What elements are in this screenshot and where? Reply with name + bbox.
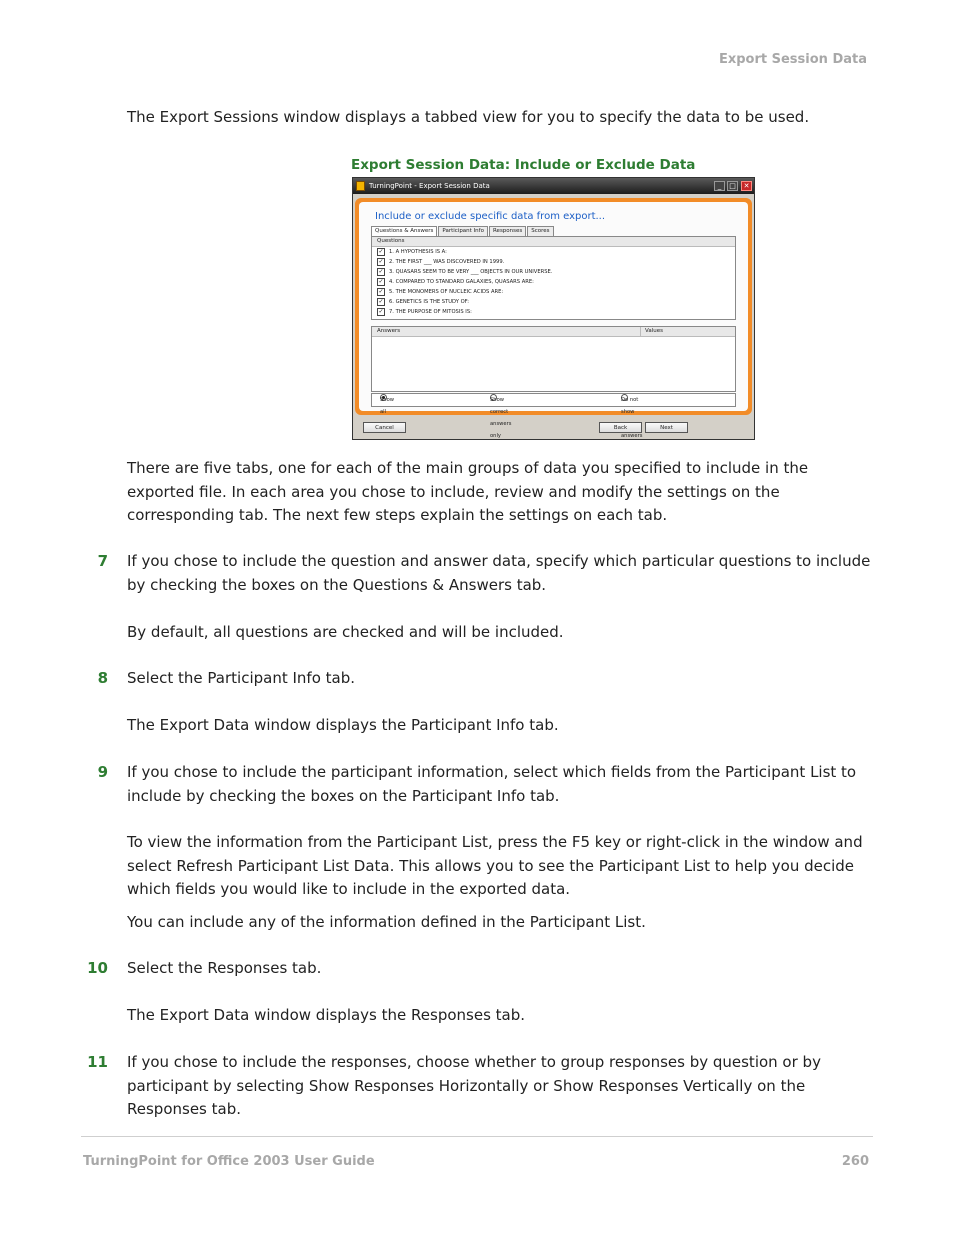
step-text: If you chose to include the question and answer data, specify which particular questions to include by checking the boxes on the Questions & Answers tab. — [127, 552, 871, 594]
tab-participant-info[interactable]: Participant Info — [438, 226, 488, 236]
next-button[interactable]: Next — [645, 422, 688, 433]
question-row[interactable]: ✓ 3. QUASARS SEEM TO BE VERY ___ OBJECTS IN OUR UNIVERSE. — [378, 267, 553, 275]
tabs-overview-paragraph: There are five tabs, one for each of the main groups of data you specified to include in the exported file. In each area you chose to include, review and modify the settings on the corresponding tab. The next few steps explain the settings on each tab. — [127, 459, 809, 524]
answers-list — [371, 326, 736, 392]
step-text: Select the Responses tab. — [127, 959, 322, 977]
note-paragraph: By default, all questions are checked and will be included. — [127, 623, 564, 641]
figure-caption: Export Session Data: Include or Exclude Data — [351, 157, 696, 173]
note-paragraph: You can include any of the information defined in the Participant List. — [127, 913, 646, 931]
checkbox-checked-icon[interactable]: ✓ — [378, 307, 384, 315]
step-text: Select the Participant Info tab. — [127, 669, 356, 687]
minimize-icon[interactable]: _ — [714, 181, 725, 191]
tab-questions-answers[interactable]: Questions & Answers — [371, 226, 437, 237]
panel-heading: Include or exclude specific data from export... — [375, 211, 606, 222]
question-row[interactable]: ✓ 4. COMPARED TO STANDARD GALAXIES, QUASARS ARE: — [378, 277, 534, 285]
page-number: 260 — [841, 1154, 869, 1169]
note-paragraph: The Export Data window displays the Responses tab. — [127, 1006, 526, 1024]
questions-list — [371, 236, 736, 320]
checkbox-checked-icon[interactable]: ✓ — [378, 287, 384, 295]
answer-display-options: Show all Show correct answers only Do not show answers — [371, 393, 736, 407]
step-text: If you chose to include the participant information, select which fields from the Participant List to include by checking the boxes on the Participant Info tab. — [127, 763, 857, 805]
export-session-dialog — [352, 177, 755, 440]
maximize-icon[interactable]: □ — [727, 181, 738, 191]
footer-guide-title: TurningPoint for Office 2003 User Guide — [83, 1154, 375, 1169]
note-paragraph: The Export Data window displays the Participant Info tab. — [127, 716, 559, 734]
checkbox-checked-icon[interactable]: ✓ — [378, 297, 384, 305]
question-row[interactable]: ✓ 6. GENETICS IS THE STUDY OF: — [378, 297, 469, 305]
checkbox-checked-icon[interactable]: ✓ — [378, 267, 384, 275]
step-number: 7 — [97, 552, 108, 570]
tab-scores[interactable]: Scores — [527, 226, 553, 236]
question-row[interactable]: ✓ 7. THE PURPOSE OF MITOSIS IS: — [378, 307, 472, 315]
step-number: 11 — [87, 1053, 108, 1071]
cancel-button[interactable]: Cancel — [363, 422, 406, 433]
back-button[interactable]: Back — [599, 422, 642, 433]
note-paragraph: To view the information from the Participant List, press the F5 key or right-click in the window and select Refresh Participant List Data. This allows you to see the Participant List to help you decide which fields you would like to include in the exported data. — [127, 833, 863, 898]
dialog-titlebar — [353, 178, 754, 194]
answers-header — [372, 327, 735, 337]
footer-divider — [81, 1136, 873, 1137]
intro-paragraph: The Export Sessions window displays a tabbed view for you to specify the data to be used. — [127, 108, 810, 126]
checkbox-checked-icon[interactable]: ✓ — [378, 257, 384, 265]
step-number: 10 — [87, 959, 108, 977]
checkbox-checked-icon[interactable]: ✓ — [378, 247, 384, 255]
step-number: 9 — [97, 763, 108, 781]
tab-strip — [371, 226, 555, 236]
tab-responses[interactable]: Responses — [489, 226, 526, 236]
answers-column-header: Answers — [377, 328, 401, 334]
question-row[interactable]: ✓ 2. THE FIRST ___ WAS DISCOVERED IN 1999. — [378, 257, 505, 265]
questions-header: Questions — [372, 237, 735, 247]
question-row[interactable]: ✓ 1. A HYPOTHESIS IS A: — [378, 247, 447, 255]
close-icon[interactable]: ✕ — [741, 181, 752, 191]
values-column-header: Values — [640, 327, 663, 336]
question-row[interactable]: ✓ 5. THE MONOMERS OF NUCLEIC ACIDS ARE: — [378, 287, 504, 295]
step-text: If you chose to include the responses, choose whether to group responses by question or by participant by selecting Show Responses Horizontally or Show Responses Vertically on the Responses tab. — [127, 1053, 821, 1118]
app-icon — [356, 181, 365, 191]
step-number: 8 — [97, 669, 108, 687]
dialog-title: TurningPoint - Export Session Data — [369, 182, 490, 190]
running-header: Export Session Data — [718, 52, 867, 67]
checkbox-checked-icon[interactable]: ✓ — [378, 277, 384, 285]
